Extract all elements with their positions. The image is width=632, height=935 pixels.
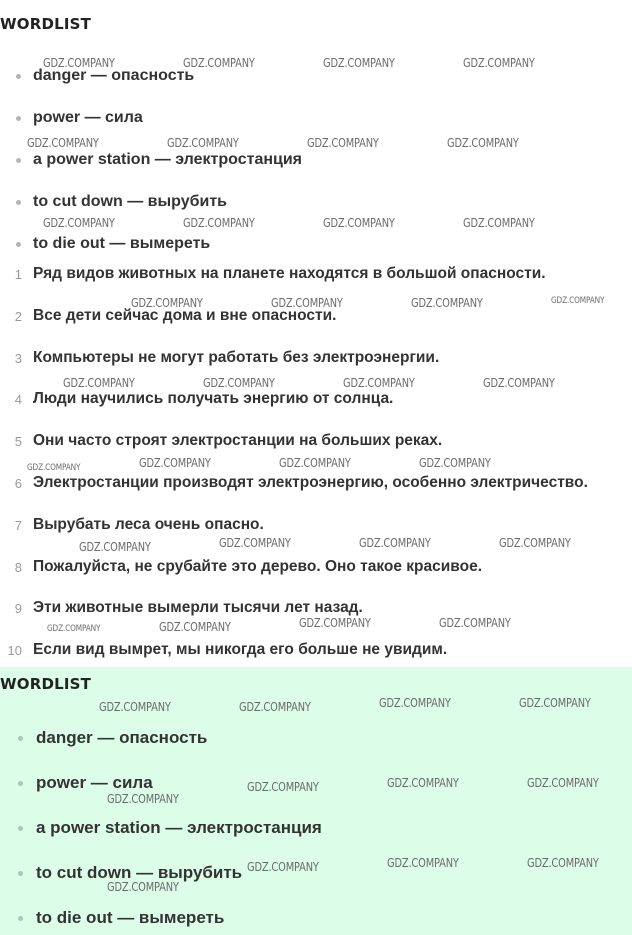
watermark: GDZ.COMPANY — [43, 216, 115, 230]
bullet-icon — [18, 826, 23, 831]
watermark: GDZ.COMPANY — [43, 56, 115, 70]
wordlist-item — [0, 150, 632, 192]
sentence-text: Пожалуйста, не срубайте это дерево. Оно такое красивое. — [33, 557, 483, 575]
bullet-icon — [18, 781, 23, 786]
watermark: GDZ.COMPANY — [439, 616, 511, 630]
watermark: GDZ.COMPANY — [271, 296, 343, 310]
watermark: GDZ.COMPANY — [183, 216, 255, 230]
wordlist-item — [0, 728, 632, 773]
sentence-number: 3 — [14, 350, 22, 366]
sentence-number: 4 — [14, 392, 22, 408]
sentence-number: 5 — [14, 434, 22, 450]
wordlist-item-text: power — сила — [33, 109, 143, 126]
watermark: GDZ.COMPANY — [463, 56, 535, 70]
watermark: GDZ.COMPANY — [463, 216, 535, 230]
sentence-number: 1 — [14, 267, 22, 282]
watermark: GDZ.COMPANY — [63, 376, 135, 390]
watermark: GDZ.COMPANY — [247, 780, 319, 794]
wordlist-item-text: to die out — вымереть — [33, 235, 211, 252]
watermark: GDZ.COMPANY — [307, 136, 379, 150]
watermark: GDZ.COMPANY — [387, 856, 459, 870]
sentence-text: Они часто строят электростанции на больших реках. — [33, 432, 443, 450]
wordlist-item-text: danger — опасность — [36, 728, 208, 747]
sentence-item — [0, 557, 632, 599]
watermark: GDZ.COMPANY — [203, 376, 275, 390]
watermark: GDZ.COMPANY — [107, 880, 179, 894]
sentence-item — [0, 306, 632, 348]
wordlist-item-text: to cut down — вырубить — [36, 863, 243, 882]
watermark: GDZ.COMPANY — [247, 860, 319, 874]
sentence-number: 6 — [14, 475, 22, 491]
bullet-icon — [16, 200, 21, 205]
wordlist-panel-items — [0, 728, 632, 935]
watermark: GDZ.COMPANY — [519, 696, 591, 710]
bullet-icon — [18, 916, 23, 921]
watermark: GDZ.COMPANY — [239, 700, 311, 714]
watermark: GDZ.COMPANY — [99, 700, 171, 714]
bullet-icon — [18, 736, 23, 741]
sentence-item — [0, 473, 632, 515]
sentence-text: Люди научились получать энергию от солнца. — [33, 390, 394, 408]
watermark: GDZ.COMPANY — [343, 376, 415, 390]
wordlist-item-text: a power station — электростанция — [33, 151, 303, 168]
sentence-text: Если вид вымрет, мы никогда его больше не увидим. — [33, 641, 448, 659]
watermark: GDZ.COMPANY — [411, 296, 483, 310]
sentence-number: 9 — [14, 601, 22, 617]
sentence-number: 7 — [14, 517, 22, 533]
watermark: GDZ.COMPANY — [551, 296, 605, 306]
sentence-text: Ряд видов животных на планете находятся в большой опасности. — [33, 265, 546, 282]
bullet-icon — [16, 116, 21, 121]
watermark: GDZ.COMPANY — [183, 56, 255, 70]
watermark: GDZ.COMPANY — [499, 536, 571, 550]
sentence-text: Эти животные вымерли тысячи лет назад. — [33, 599, 363, 617]
sentence-text: Электростанции производят электроэнергию, особенно электричество. — [33, 473, 588, 491]
watermark: GDZ.COMPANY — [159, 620, 231, 634]
watermark: GDZ.COMPANY — [139, 456, 211, 470]
watermark: GDZ.COMPANY — [323, 216, 395, 230]
wordlist-item-text: to cut down — вырубить — [33, 193, 227, 210]
sentence-number: 8 — [14, 559, 22, 575]
wordlist-item-text: danger — опасность — [33, 67, 195, 84]
sentence-number: 10 — [7, 643, 22, 659]
watermark: GDZ.COMPANY — [419, 456, 491, 470]
watermark: GDZ.COMPANY — [27, 463, 81, 473]
bullet-icon — [16, 158, 21, 163]
watermark: GDZ.COMPANY — [359, 536, 431, 550]
sentence-number: 2 — [14, 308, 22, 324]
sentence-text: Все дети сейчас дома и вне опасности. — [33, 306, 337, 324]
watermark: GDZ.COMPANY — [387, 776, 459, 790]
watermark: GDZ.COMPANY — [379, 696, 451, 710]
watermark: GDZ.COMPANY — [79, 540, 151, 554]
watermark: GDZ.COMPANY — [483, 376, 555, 390]
wordlist-title: WORDLIST — [0, 15, 92, 33]
sentence-item — [0, 389, 632, 431]
watermark: GDZ.COMPANY — [279, 456, 351, 470]
wordlist-panel-title: WORDLIST — [0, 675, 92, 693]
wordlist-items — [0, 66, 632, 276]
watermark: GDZ.COMPANY — [447, 136, 519, 150]
watermark: GDZ.COMPANY — [27, 136, 99, 150]
watermark: GDZ.COMPANY — [323, 56, 395, 70]
watermark: GDZ.COMPANY — [527, 856, 599, 870]
sentence-text: Вырубать леса очень опасно. — [33, 515, 264, 533]
watermark: GDZ.COMPANY — [47, 624, 101, 634]
watermark: GDZ.COMPANY — [131, 296, 203, 310]
bullet-icon — [16, 242, 21, 247]
wordlist-item-text: a power station — электростанция — [36, 818, 322, 837]
watermark: GDZ.COMPANY — [527, 776, 599, 790]
wordlist-item — [0, 908, 632, 935]
watermark: GDZ.COMPANY — [167, 136, 239, 150]
watermark: GDZ.COMPANY — [219, 536, 291, 550]
bullet-icon — [18, 871, 23, 876]
wordlist-item-text: power — сила — [36, 773, 153, 792]
watermark: GDZ.COMPANY — [107, 792, 179, 806]
wordlist-item — [0, 66, 632, 108]
bullet-icon — [16, 74, 21, 79]
wordlist-item-text: to die out — вымереть — [36, 908, 225, 927]
sentence-text: Компьютеры не могут работать без электроэнергии. — [33, 348, 440, 366]
watermark: GDZ.COMPANY — [299, 616, 371, 630]
